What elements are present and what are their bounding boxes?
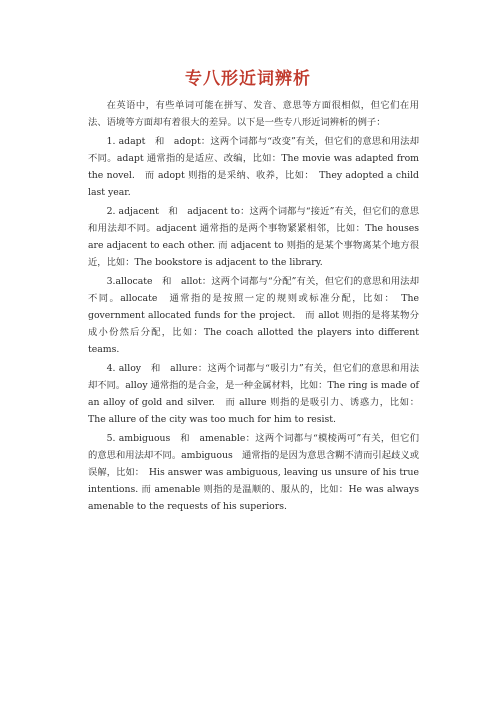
- paragraph-adapt-adopt: 1. adapt 和 adopt：这两个词都与“改变”有关，但它们的意思和用法却不同。adapt 通常指的是适应、改编，比如：The movie was adapted from the novel. 而 adopt 则指的是采纳、收养，比如： They adopted a child last year.: [88, 136, 419, 198]
- paragraph-ambiguous-amenable: 5. ambiguous 和 amenable：这两个词都与“模棱两可”有关，但它们的意思和用法却不同。ambiguous 通常指的是因为意思含糊不清而引起歧义或误解，比如： His answer was ambiguous, leaving us unsure of his true intentions. 而 amenable 则指的是温顺的、服从的，比如：He was always amenable to the requests of his superiors.: [88, 433, 419, 512]
- paragraph-alloy-allure: 4. alloy 和 allure：这两个词都与“吸引力”有关，但它们的意思和用法却不同。alloy 通常指的是合金，是一种金属材料，比如：The ring is made of an alloy of gold and silver. 而 allure 则指的是吸引力、诱惑力，比如：The allure of the city was too much for him to resist.: [88, 363, 419, 425]
- paragraph-adjacent: 2. adjacent 和 adjacent to：这两个词都与“接近”有关，但它们的意思和用法却不同。adjacent 通常指的是两个事物紧紧相邻，比如：The houses are adjacent to each other. 而 adjacent to 则指的是某个事物离某个地方很近，比如：The bookstore is adjacent to the library.: [88, 206, 419, 268]
- document-body: [88, 97, 419, 517]
- paragraph-allocate-allot: 3.allocate 和 allot：这两个词都与“分配”有关，但它们的意思和用法却不同。allocate 通常指的是按照一定的规则或标准分配，比如： The government allocated funds for the project. 而 allot 则指的是将某物分成小份然后分配，比如：The coach allotted the players into different teams.: [88, 276, 419, 355]
- document-title: 专八形近词辨析: [185, 69, 311, 89]
- intro-paragraph: 在英语中，有些单词可能在拼写、发音、意思等方面很相似，但它们在用法、语境等方面却有着很大的差异。以下是一些专八形近词辨析的例子：: [88, 100, 419, 128]
